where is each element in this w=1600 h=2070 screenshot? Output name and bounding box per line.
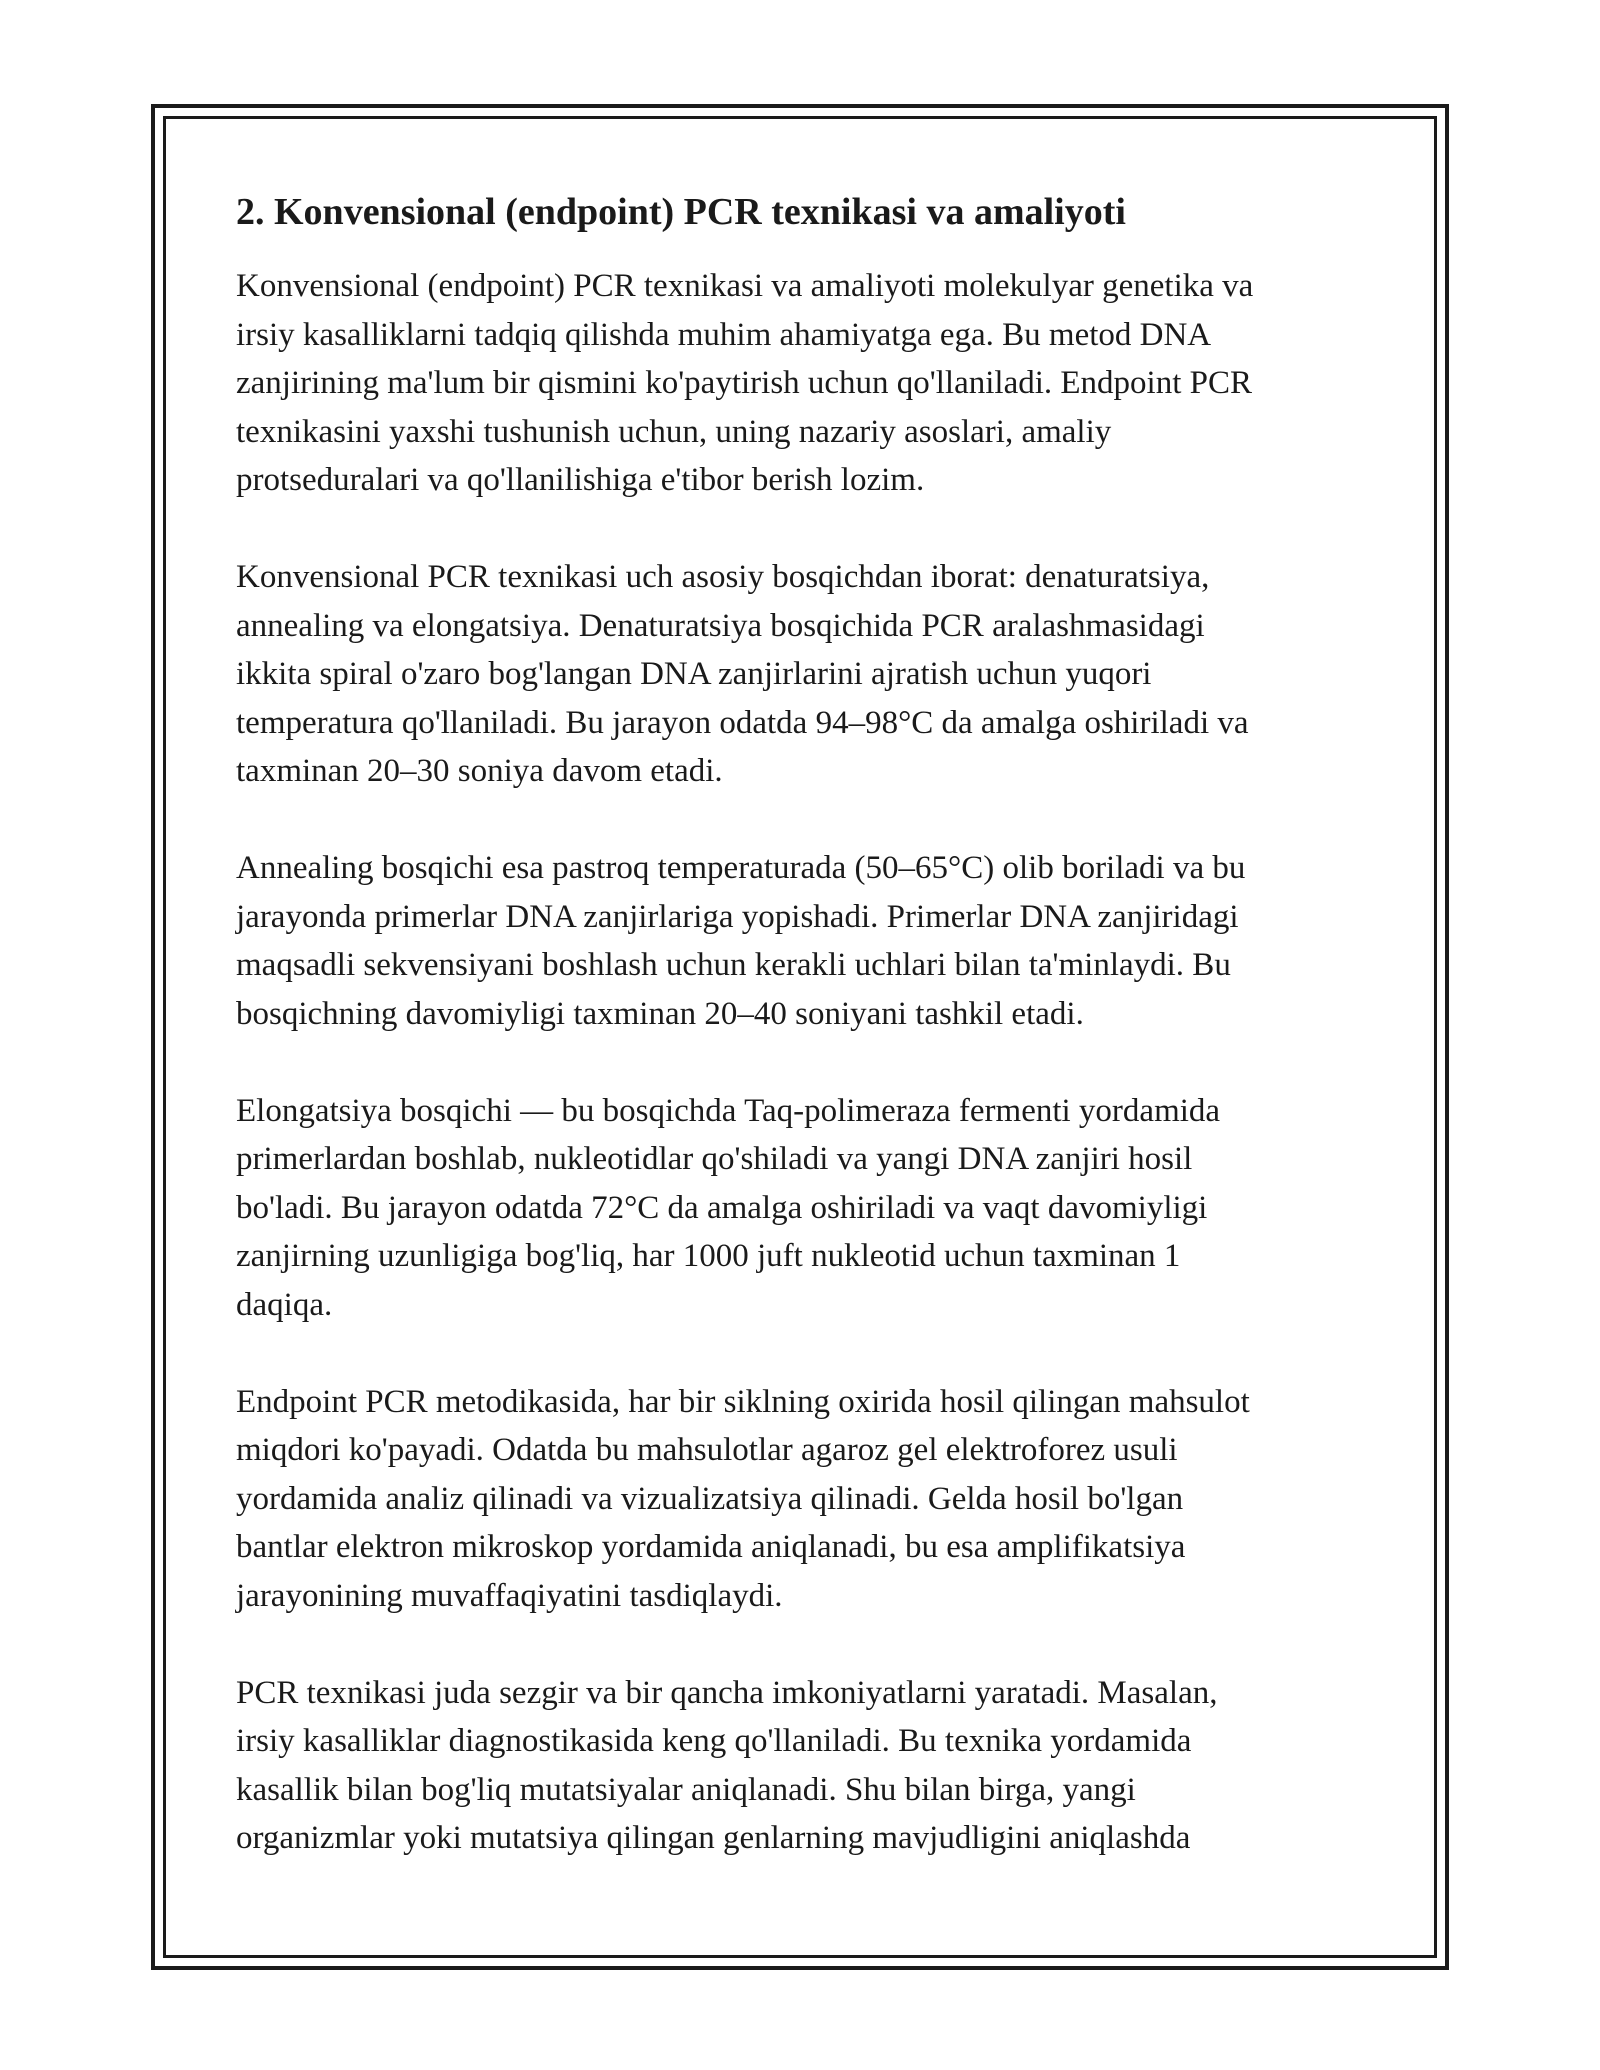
paragraph xyxy=(236,1669,1386,1863)
paragraph xyxy=(236,262,1386,505)
text-line: PCR texnikasi juda sezgir va bir qancha imkoniyatlarni yaratadi. Masalan, xyxy=(236,1674,1218,1711)
text-line: zanjirning uzunligiga bog'liq, har 1000 juft nukleotid uchun taxminan 1 xyxy=(236,1238,1181,1274)
text-line: ikkita spiral o'zaro bog'langan DNA zanjirlarini ajratish uchun yuqori xyxy=(236,656,1152,692)
text-line: texnikasini yaxshi tushunish uchun, uning nazariy asoslari, amaliy xyxy=(236,413,1112,450)
paragraph xyxy=(236,1378,1386,1621)
text-line: daqiqa. xyxy=(236,1286,333,1323)
text-line: temperatura qo'llaniladi. Bu jarayon odatda 94–98°C da amalga oshiriladi va xyxy=(236,704,1249,741)
text-line: bantlar elektron mikroskop yordamida aniqlanadi, bu esa amplifikatsiya xyxy=(236,1529,1186,1565)
text-line: kasallik bilan bog'liq mutatsiyalar aniqlanadi. Shu bilan birga, yangi xyxy=(236,1771,1136,1808)
text-line: Konvensional PCR texnikasi uch asosiy bosqichdan iborat: denaturatsiya, xyxy=(236,559,1210,595)
paragraph xyxy=(236,844,1386,1038)
text-line: bo'ladi. Bu jarayon odatda 72°C da amalga oshiriladi va vaqt davomiyligi xyxy=(236,1189,1208,1226)
text-line: Konvensional (endpoint) PCR texnikasi va amaliyoti molekulyar genetika va xyxy=(236,268,1254,304)
text-line: taxminan 20–30 soniya davom etadi. xyxy=(236,753,723,789)
text-line: Elongatsiya bosqichi — bu bosqichda Taq-polimeraza fermenti yordamida xyxy=(236,1092,1221,1129)
section-heading: 2. Konvensional (endpoint) PCR texnikasi va amaliyoti xyxy=(236,191,1126,233)
text-line: protseduralari va qo'llanilishiga e'tibor berish lozim. xyxy=(236,462,925,498)
text-line: bosqichning davomiyligi taxminan 20–40 soniyani tashkil etadi. xyxy=(236,995,1084,1032)
text-line: Annealing bosqichi esa pastroq temperaturada (50–65°C) olib boriladi va bu xyxy=(236,850,1246,886)
text-line: zanjirining ma'lum bir qismini ko'paytirish uchun qo'llaniladi. Endpoint PCR xyxy=(236,365,1253,401)
text-line: miqdori ko'payadi. Odatda bu mahsulotlar agaroz gel elektroforez usuli xyxy=(236,1432,1178,1468)
text-line: irsiy kasalliklar diagnostikasida keng qo'llaniladi. Bu texnika yordamida xyxy=(236,1723,1192,1759)
text-line: Endpoint PCR metodikasida, har bir siklning oxirida hosil qilingan mahsulot xyxy=(236,1383,1250,1420)
text-line: organizmlar yoki mutatsiya qilingan genlarning mavjudligini aniqlashda xyxy=(236,1820,1191,1856)
text-line: maqsadli sekvensiyani boshlash uchun kerakli uchlari bilan ta'minlaydi. Bu xyxy=(236,947,1231,983)
text-line: jarayonda primerlar DNA zanjirlariga yopishadi. Primerlar DNA zanjiridagi xyxy=(236,898,1239,935)
text-line: primerlardan boshlab, nukleotidlar qo'shiladi va yangi DNA zanjiri hosil xyxy=(236,1141,1193,1177)
paragraph xyxy=(236,1087,1386,1330)
text-line: jarayonining muvaffaqiyatini tasdiqlaydi. xyxy=(236,1577,783,1614)
text-line: yordamida analiz qilinadi va vizualizatsiya qilinadi. Gelda hosil bo'lgan xyxy=(236,1480,1184,1517)
paragraph xyxy=(236,553,1386,796)
document-body xyxy=(236,188,1386,1911)
text-line: annealing va elongatsiya. Denaturatsiya bosqichida PCR aralashmasidagi xyxy=(236,607,1205,644)
text-line: irsiy kasalliklarni tadqiq qilishda muhim ahamiyatga ega. Bu metod DNA xyxy=(236,316,1212,353)
